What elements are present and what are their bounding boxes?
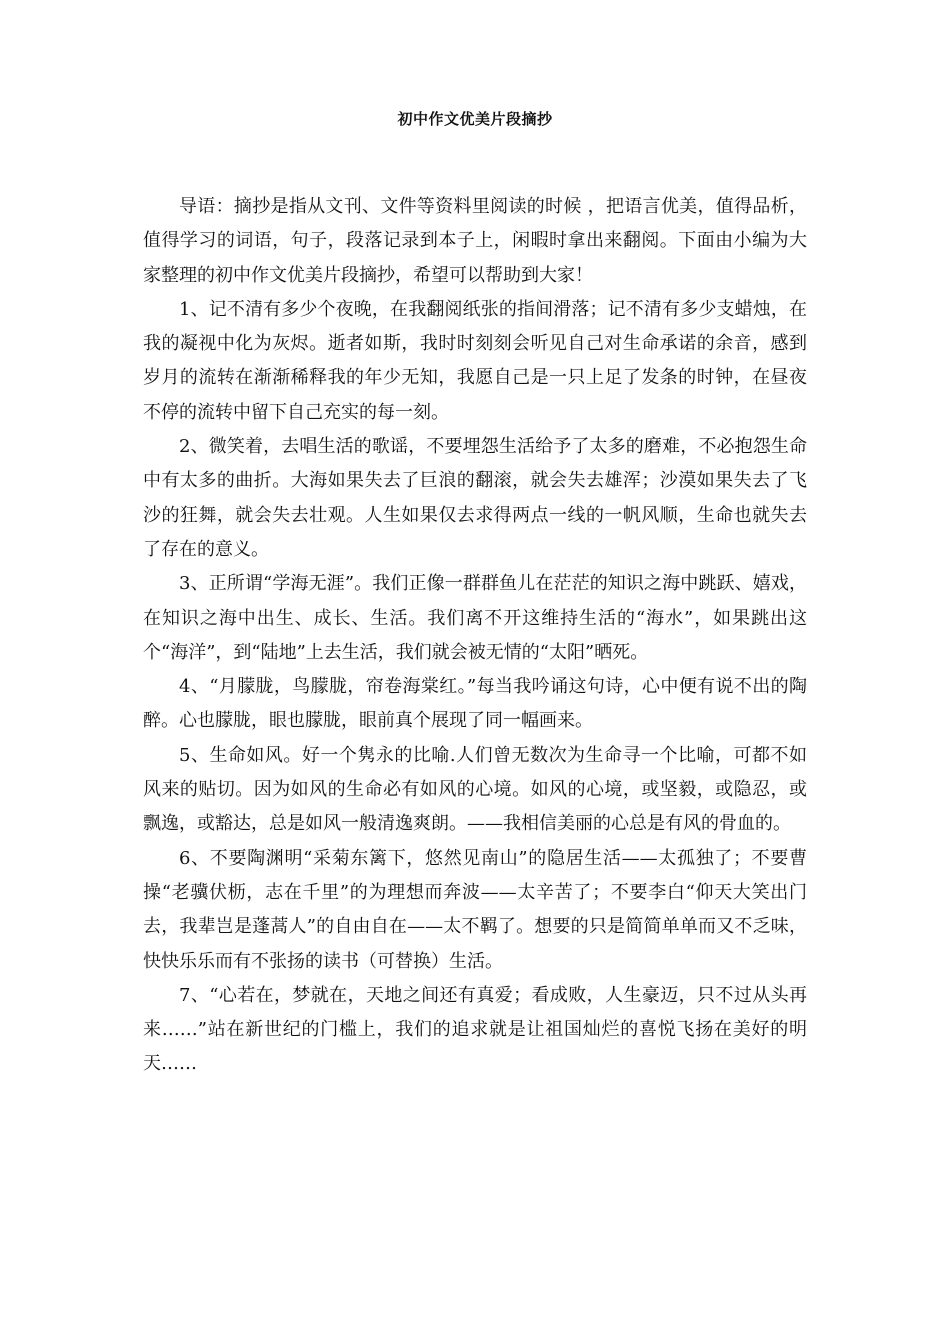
document-body [143,190,807,1082]
document-title: 初中作文优美片段摘抄 [397,110,553,128]
intro-paragraph: 导语：摘抄是指从文刊、文件等资料里阅读的时候 ，把语言优美，值得品析，值得学习的词语，句子，段落记录到本子上，闲暇时拿出来翻阅。下面由小编为大家整理的初中作文优美片段摘抄，希望可以帮助到大家！ [143,196,807,286]
excerpt-paragraph-2: 2、微笑着，去唱生活的歌谣，不要埋怨生活给予了太多的磨难，不必抱怨生命中有太多的曲折。大海如果失去了巨浪的翻滚，就会失去雄浑；沙漠如果失去了飞沙的狂舞，就会失去壮观。人生如果仅去求得两点一线的一帆风顺，生命也就失去了存在的意义。 [143,436,807,560]
excerpt-paragraph-7: 7、“心若在，梦就在，天地之间还有真爱；看成败，人生豪迈，只不过从头再来……”站在新世纪的门槛上，我们的追求就是让祖国灿烂的喜悦飞扬在美好的明天…… [143,984,807,1075]
excerpt-paragraph-6: 6、不要陶渊明“采菊东篱下，悠然见南山”的隐居生活——太孤独了；不要曹操“老骥伏枥，志在千里”的为理想而奔波——太辛苦了；不要李白“仰天大笑出门去，我辈岂是蓬蒿人”的自由自在——太不羁了。想要的只是简简单单而又不乏味，快快乐乐而有不张扬的读书（可替换）生活。 [143,847,807,972]
excerpt-paragraph-1: 1、记不清有多少个夜晚，在我翻阅纸张的指间滑落；记不清有多少支蜡烛，在我的凝视中化为灰烬。逝者如斯，我时时刻刻会听见自己对生命承诺的余音，感到岁月的流转在渐渐稀释我的年少无知，我愿自己是一只上足了发条的时钟，在昼夜不停的流转中留下自己充实的每一刻。 [143,298,807,423]
excerpt-paragraph-4: 4、“月朦胧，鸟朦胧，帘卷海棠红。”每当我吟诵这句诗，心中便有说不出的陶醉。心也朦胧，眼也朦胧，眼前真个展现了同一幅画来。 [143,676,807,732]
excerpt-paragraph-3: 3、正所谓“学海无涯”。我们正像一群群鱼儿在茫茫的知识之海中跳跃、嬉戏，在知识之海中出生、成长、生活。我们离不开这维持生活的“海水”，如果跳出这个“海洋”，到“陆地”上去生活，我们就会被无情的“太阳”晒死。 [143,573,807,663]
excerpt-paragraph-5: 5、生命如风。好一个隽永的比喻.人们曾无数次为生命寻一个比喻，可都不如风来的贴切。因为如风的生命必有如风的心境。如风的心境，或坚毅，或隐忍，或飘逸，或豁达，总是如风一般清逸爽朗。——我相信美丽的心总是有风的骨血的。 [143,744,807,835]
